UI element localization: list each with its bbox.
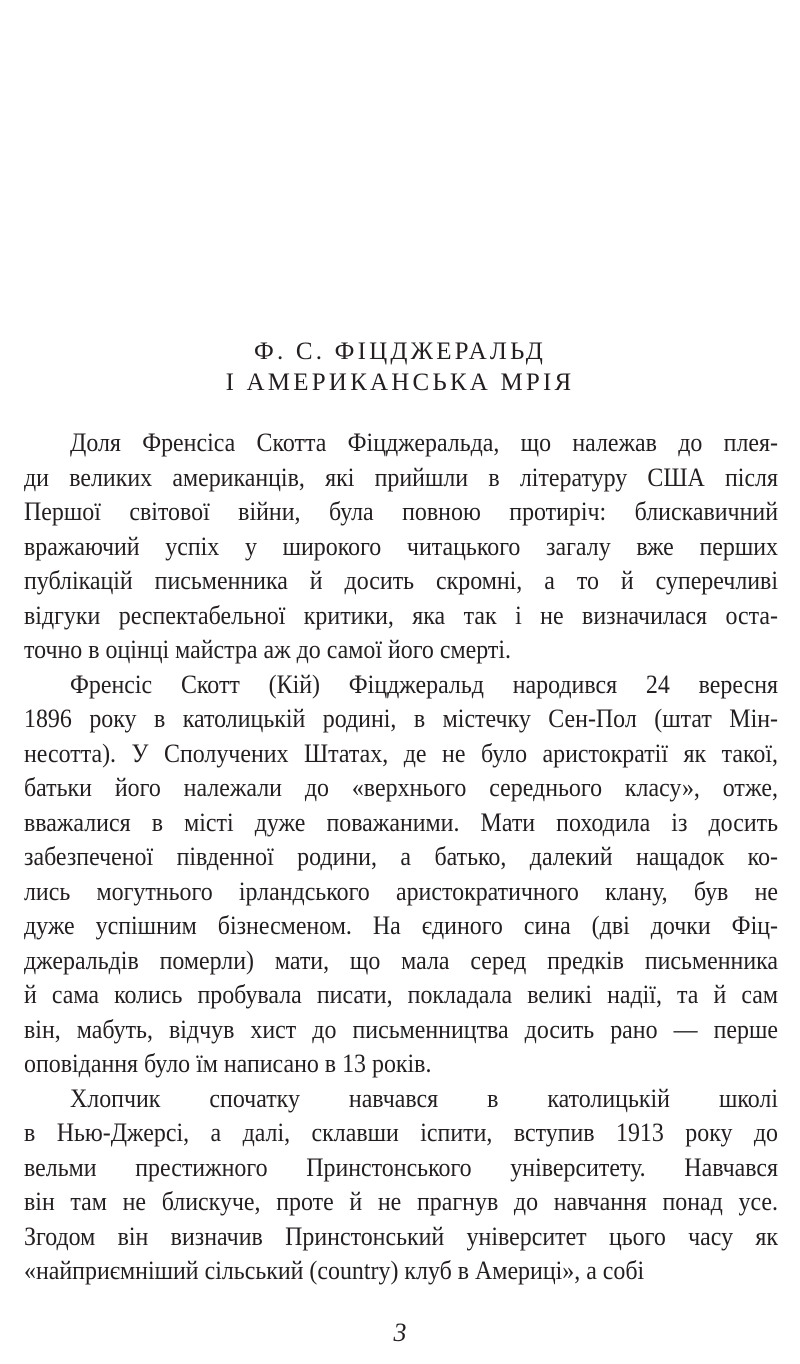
page-number: 3 xyxy=(393,1318,407,1347)
paragraph-line: Згодом він визначив Принстонський університет цього часу як xyxy=(24,1221,778,1251)
paragraph-line: він, мабуть, відчув хист до письменництва досить рано — перше xyxy=(24,1014,778,1044)
paragraph-line: вельми престижного Принстонського університету. Навчався xyxy=(24,1152,778,1182)
paragraph-line: в Нью-Джерсі, а далі, склавши іспити, вступив 1913 року до xyxy=(24,1118,778,1147)
paragraph-line: ди великих американців, які прийшли в літературу США після xyxy=(24,462,779,492)
paragraph-line: й сама колись пробувала писати, покладала великі надії, та й сам xyxy=(24,980,778,1009)
paragraph-line: несотта). У Сполучених Штатах, де не було аристократії як такої, xyxy=(24,738,778,768)
paragraph-line: Хлопчик спочатку навчався в католицькій школі xyxy=(70,1083,778,1113)
paragraph-line: точно в оцінці майстра аж до самої його смерті. xyxy=(24,635,511,664)
paragraph-line: вражаючий успіх у широкого читацького загалу вже перших xyxy=(24,531,779,561)
paragraph-line: забезпеченої південної родини, а батько, далекий нащадок ко- xyxy=(24,842,778,871)
paragraph-line: відгуки респектабельної критики, яка так і не визначилася оста- xyxy=(24,600,778,630)
paragraph-line: Доля Френсіса Скотта Фіцджеральда, що належав до плея- xyxy=(70,428,778,457)
paragraph-line: лись могутнього ірландського аристократичного клану, був не xyxy=(24,876,778,906)
paragraph-line: вважалися в місті дуже поважаними. Мати походила із досить xyxy=(24,807,778,837)
paragraph-line: оповідання було їм написано в 13 років. xyxy=(24,1049,432,1078)
paragraph-line: джеральдів померли) мати, що мала серед предків письменника xyxy=(24,945,778,975)
paragraph-line: Френсіс Скотт (Кій) Фіцджеральд народився 24 вересня xyxy=(70,669,778,699)
paragraph-line: дуже успішним бізнесменом. На єдиного сина (дві дочки Фіц- xyxy=(24,911,778,940)
chapter-title-line-1: Ф. С. ФІЦДЖЕРАЛЬД xyxy=(254,338,546,365)
paragraph-line: «найприємніший сільський (country) клуб в Америці», а собі xyxy=(24,1256,645,1285)
paragraph-line: Першої світової війни, була повною протиріч: блискавичний xyxy=(24,497,778,526)
body-text xyxy=(24,426,778,1289)
paragraph-line: публікацій письменника й досить скромні, а то й суперечливі xyxy=(24,566,778,595)
chapter-title-line-2: І АМЕРИКАНСЬКА МРІЯ xyxy=(225,369,575,396)
paragraph-line: батьки його належали до «верхнього середнього класу», отже, xyxy=(24,773,778,802)
paragraph-line: 1896 року в католицькій родині, в містечку Сен-Пол (штат Мін- xyxy=(24,704,778,733)
paragraph-line: він там не блискуче, проте й не прагнув до навчання понад усе. xyxy=(24,1187,778,1216)
